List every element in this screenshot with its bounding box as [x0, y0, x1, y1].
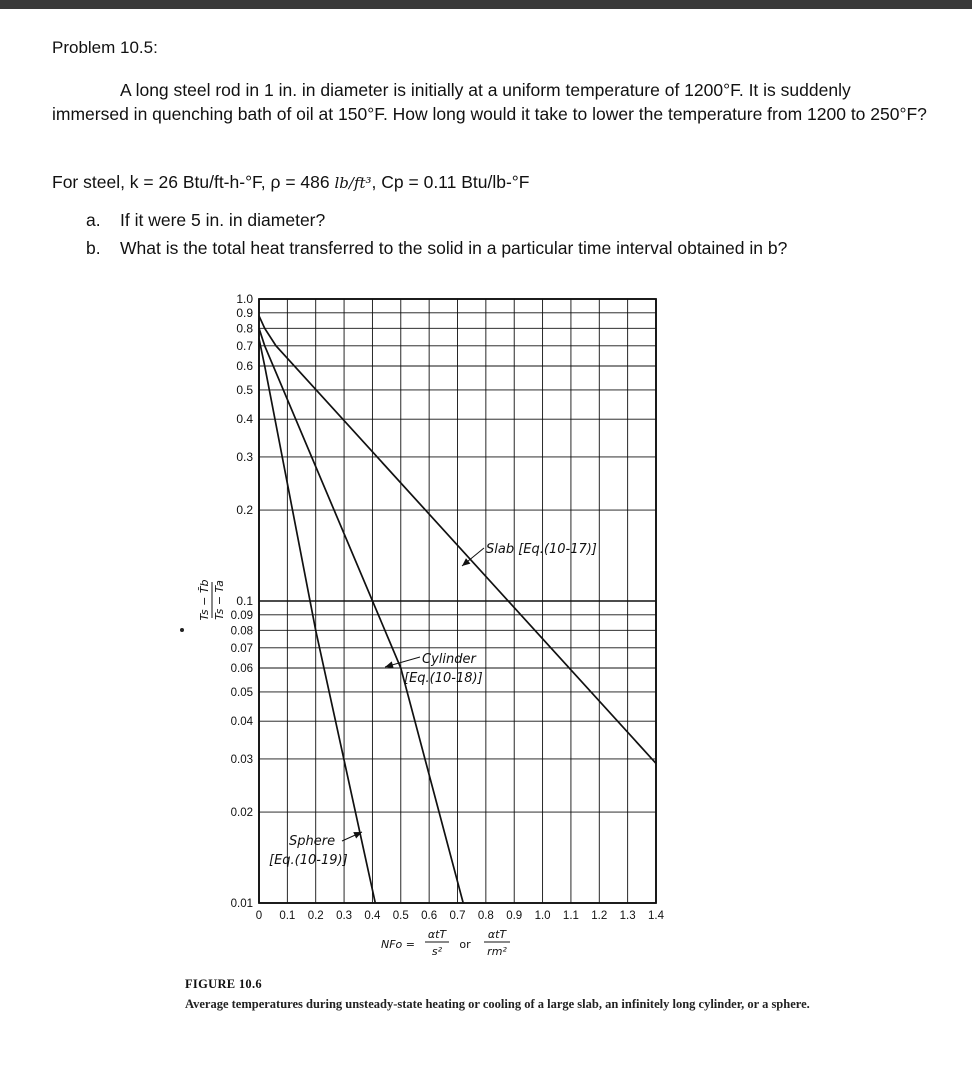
props-suffix: , Cp = 0.11 Btu/lb-°F	[371, 172, 530, 192]
curve-label-cylinder: [Eq.(10-18)]	[404, 671, 483, 686]
question-a-text: If it were 5 in. in diameter?	[120, 210, 326, 230]
y-tick-label: 0.04	[230, 716, 253, 729]
x-tick-label: 0.6	[421, 910, 438, 922]
x-tick-label: 0.9	[506, 910, 523, 922]
curve-label-sphere: Sphere	[289, 834, 336, 849]
question-b-label: b.	[86, 238, 101, 258]
y-axis-label	[198, 579, 226, 620]
y-tick-label: 0.5	[236, 382, 253, 397]
y-tick-label: 0.03	[230, 753, 253, 766]
y-tick-label: 0.6	[236, 358, 253, 373]
y-tick-label: 0.9	[236, 305, 253, 320]
y-axis-label-denominator: Ts − Ta	[213, 580, 226, 620]
x-axis-or: or	[459, 938, 471, 951]
chart-grid	[259, 299, 656, 903]
problem-title: Problem 10.5:	[52, 38, 158, 57]
y-tick-label: 0.2	[236, 503, 253, 518]
y-tick-label: 0.06	[230, 662, 253, 675]
figure-caption-title: FIGURE 10.6	[185, 977, 262, 991]
y-tick-label: 0.02	[230, 807, 253, 820]
x-tick-label: 1.4	[648, 910, 664, 922]
y-tick-label: 0.1	[236, 594, 253, 608]
y-tick-label: 1.0	[236, 292, 253, 306]
x-axis-frac1-num: αtT	[427, 928, 447, 941]
x-tick-label: 0.8	[477, 910, 494, 922]
y-tick-label: 0.09	[230, 609, 253, 622]
x-tick-label: 0	[255, 910, 263, 922]
y-axis-label-numerator: Ts − T̄b	[198, 579, 211, 621]
x-axis-label-lhs: NFo =	[381, 938, 415, 951]
curve-label-sphere: [Eq.(10-19)]	[269, 853, 348, 868]
y-tick-label: 0.8	[236, 321, 253, 336]
x-axis-frac2-den: rm²	[487, 945, 507, 958]
y-tick-label: 0.08	[230, 625, 253, 638]
x-tick-label: 0.4	[364, 910, 381, 922]
x-axis-frac1-den: s²	[431, 945, 443, 958]
leader-arrowhead	[385, 661, 394, 668]
curve-sphere	[259, 339, 375, 904]
x-tick-label: 0.2	[307, 910, 324, 922]
problem-statement-text: A long steel rod in 1 in. in diameter is initially at a uniform temperature of 1200°F. It is suddenly immersed in quenching bath of oil at 150°F. How long would it take to lower the temperature from 1200 to 250°F?	[52, 80, 927, 124]
y-tick-label: 0.3	[236, 449, 253, 464]
x-tick-label: 1.3	[619, 910, 636, 922]
y-tick-label: 0.07	[230, 642, 253, 655]
curve-cylinder	[259, 328, 463, 903]
y-tick-label: 0.7	[236, 338, 253, 353]
rho-units: lb/ft³	[334, 174, 372, 192]
x-axis-frac2-num: αtT	[487, 928, 507, 941]
x-tick-label: 0.7	[449, 910, 466, 922]
curve-label-slab: Slab [Eq.(10-17)]	[486, 542, 597, 557]
x-tick-label: 0.3	[336, 910, 353, 922]
y-tick-label: 0.01	[230, 898, 253, 910]
question-b-text: What is the total heat transferred to the solid in a particular time interval obtained in b?	[120, 238, 788, 258]
x-tick-label: 1.0	[534, 910, 551, 922]
leader-arrowhead	[462, 558, 470, 566]
y-tick-label: 0.4	[236, 412, 253, 427]
y-tick-label: 0.05	[230, 686, 253, 699]
question-a-label: a.	[86, 210, 101, 230]
props-prefix: For steel, k = 26 Btu/ft-h-°F, ρ = 486	[52, 172, 335, 192]
x-tick-label: 1.1	[562, 910, 579, 922]
x-tick-label: 0.5	[392, 910, 409, 922]
figure-caption-body: Average temperatures during unsteady-state heating or cooling of a large slab, an infinitely long cylinder, or a sphere.	[185, 997, 810, 1011]
x-tick-label: 1.2	[591, 910, 608, 922]
curve-label-cylinder: Cylinder	[422, 652, 476, 667]
chart-curve-labels	[269, 542, 597, 868]
x-tick-label: 0.1	[279, 910, 296, 922]
